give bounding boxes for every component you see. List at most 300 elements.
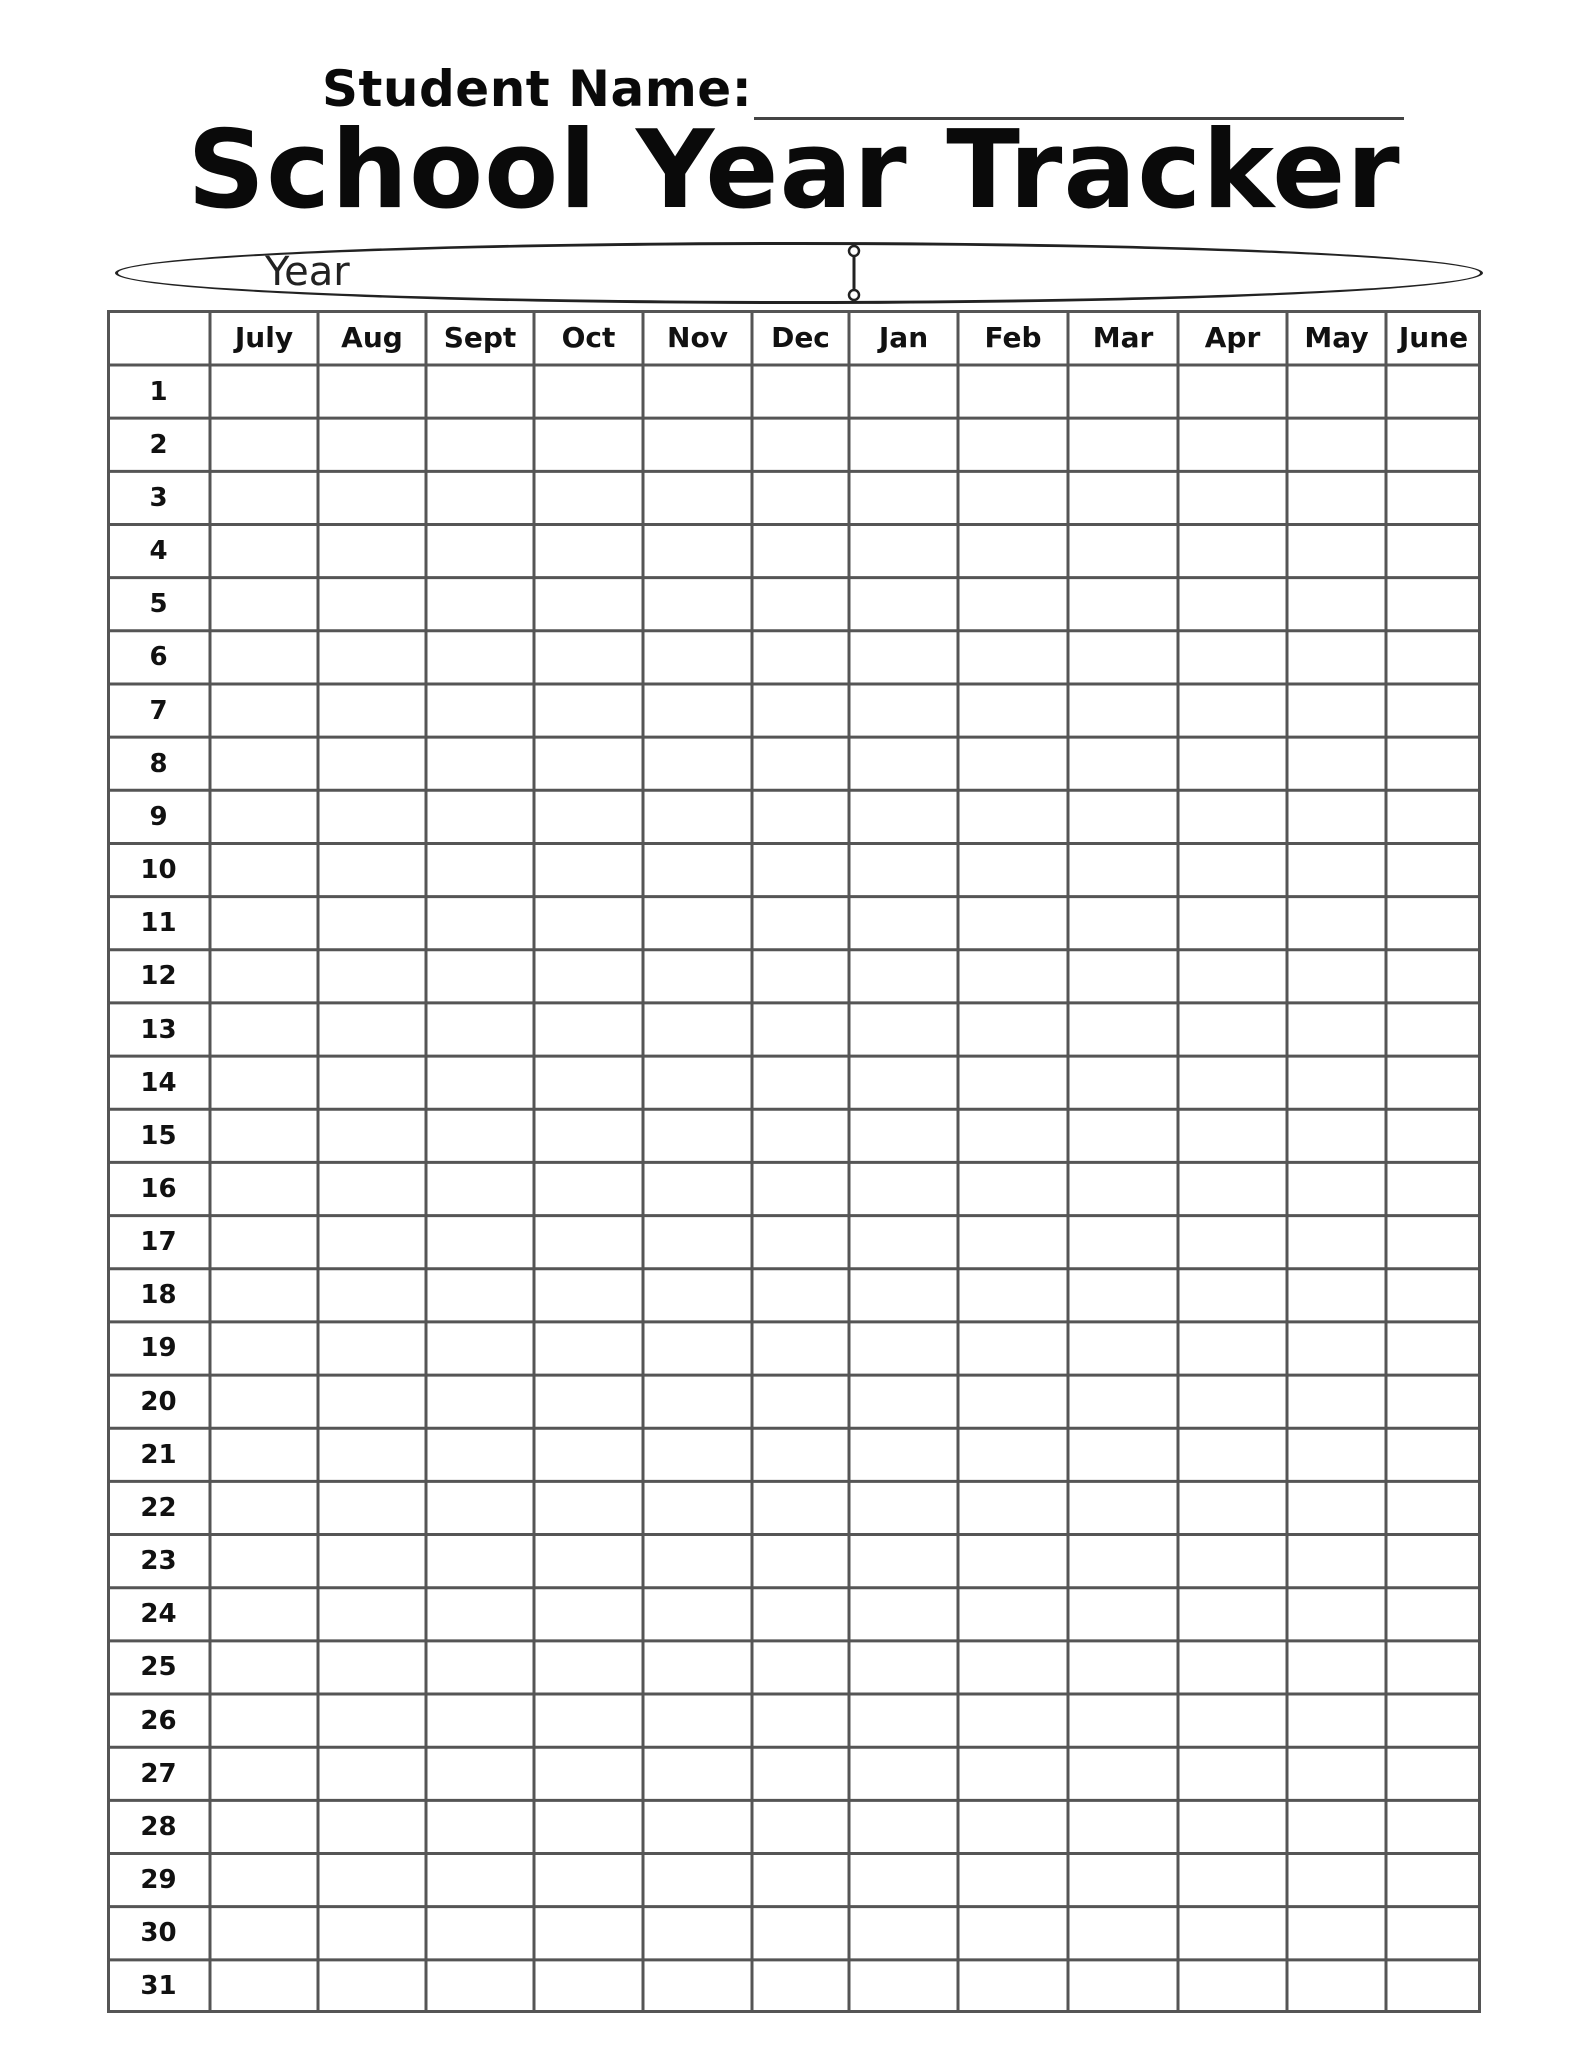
tracker-cell[interactable] (426, 1747, 534, 1800)
tracker-cell[interactable] (1287, 950, 1386, 1003)
tracker-cell[interactable] (752, 578, 849, 631)
tracker-cell[interactable] (643, 578, 752, 631)
tracker-cell[interactable] (1178, 418, 1287, 471)
tracker-cell[interactable] (1068, 1003, 1178, 1056)
tracker-cell[interactable] (1287, 1854, 1386, 1907)
tracker-cell[interactable] (1068, 1162, 1178, 1215)
tracker-cell[interactable] (1386, 1481, 1481, 1534)
tracker-cell[interactable] (1287, 1056, 1386, 1109)
tracker-cell[interactable] (1287, 1641, 1386, 1694)
tracker-cell[interactable] (1178, 1481, 1287, 1534)
tracker-cell[interactable] (534, 524, 643, 577)
tracker-cell[interactable] (534, 471, 643, 524)
tracker-cell[interactable] (958, 1588, 1068, 1641)
tracker-cell[interactable] (958, 790, 1068, 843)
tracker-cell[interactable] (210, 418, 318, 471)
tracker-cell[interactable] (210, 1162, 318, 1215)
tracker-cell[interactable] (1386, 737, 1481, 790)
tracker-cell[interactable] (210, 365, 318, 418)
tracker-cell[interactable] (849, 471, 958, 524)
tracker-cell[interactable] (958, 1216, 1068, 1269)
tracker-cell[interactable] (534, 1375, 643, 1428)
tracker-cell[interactable] (210, 1854, 318, 1907)
tracker-cell[interactable] (643, 1641, 752, 1694)
tracker-cell[interactable] (1386, 631, 1481, 684)
tracker-cell[interactable] (318, 471, 426, 524)
tracker-cell[interactable] (1178, 1109, 1287, 1162)
tracker-cell[interactable] (958, 524, 1068, 577)
tracker-cell[interactable] (1068, 1269, 1178, 1322)
tracker-cell[interactable] (534, 684, 643, 737)
tracker-cell[interactable] (958, 1375, 1068, 1428)
tracker-cell[interactable] (318, 1800, 426, 1853)
tracker-cell[interactable] (958, 1960, 1068, 2013)
tracker-cell[interactable] (1178, 950, 1287, 1003)
tracker-cell[interactable] (752, 1907, 849, 1960)
tracker-cell[interactable] (1068, 1481, 1178, 1534)
tracker-cell[interactable] (1068, 471, 1178, 524)
tracker-cell[interactable] (1386, 1109, 1481, 1162)
tracker-cell[interactable] (1287, 684, 1386, 737)
tracker-cell[interactable] (958, 1535, 1068, 1588)
tracker-cell[interactable] (752, 524, 849, 577)
tracker-cell[interactable] (1178, 1003, 1287, 1056)
tracker-cell[interactable] (849, 950, 958, 1003)
tracker-cell[interactable] (849, 1641, 958, 1694)
tracker-cell[interactable] (1386, 1428, 1481, 1481)
tracker-cell[interactable] (849, 418, 958, 471)
tracker-cell[interactable] (849, 1322, 958, 1375)
tracker-cell[interactable] (958, 471, 1068, 524)
tracker-cell[interactable] (1068, 1960, 1178, 2013)
tracker-cell[interactable] (318, 631, 426, 684)
tracker-cell[interactable] (1287, 790, 1386, 843)
tracker-cell[interactable] (643, 843, 752, 896)
tracker-cell[interactable] (426, 684, 534, 737)
tracker-cell[interactable] (1386, 1588, 1481, 1641)
tracker-cell[interactable] (534, 365, 643, 418)
tracker-cell[interactable] (1178, 684, 1287, 737)
tracker-cell[interactable] (1178, 1216, 1287, 1269)
tracker-cell[interactable] (1386, 790, 1481, 843)
tracker-cell[interactable] (752, 1375, 849, 1428)
tracker-cell[interactable] (1178, 843, 1287, 896)
tracker-cell[interactable] (318, 1003, 426, 1056)
tracker-cell[interactable] (534, 1800, 643, 1853)
tracker-cell[interactable] (752, 1322, 849, 1375)
tracker-cell[interactable] (426, 1269, 534, 1322)
tracker-cell[interactable] (426, 1535, 534, 1588)
tracker-cell[interactable] (534, 950, 643, 1003)
tracker-cell[interactable] (643, 1216, 752, 1269)
tracker-cell[interactable] (1287, 471, 1386, 524)
tracker-cell[interactable] (643, 524, 752, 577)
tracker-cell[interactable] (318, 684, 426, 737)
tracker-cell[interactable] (1287, 1375, 1386, 1428)
tracker-cell[interactable] (1068, 897, 1178, 950)
tracker-cell[interactable] (534, 843, 643, 896)
tracker-cell[interactable] (958, 1322, 1068, 1375)
tracker-cell[interactable] (752, 1641, 849, 1694)
tracker-cell[interactable] (643, 1322, 752, 1375)
tracker-cell[interactable] (849, 1588, 958, 1641)
tracker-cell[interactable] (958, 1907, 1068, 1960)
tracker-cell[interactable] (849, 1694, 958, 1747)
tracker-cell[interactable] (1178, 737, 1287, 790)
tracker-cell[interactable] (958, 418, 1068, 471)
tracker-cell[interactable] (643, 1003, 752, 1056)
tracker-cell[interactable] (1178, 1641, 1287, 1694)
tracker-cell[interactable] (1068, 1056, 1178, 1109)
tracker-cell[interactable] (1068, 1109, 1178, 1162)
tracker-cell[interactable] (534, 1162, 643, 1215)
tracker-cell[interactable] (210, 578, 318, 631)
tracker-cell[interactable] (210, 1747, 318, 1800)
tracker-cell[interactable] (210, 897, 318, 950)
tracker-cell[interactable] (958, 1428, 1068, 1481)
tracker-cell[interactable] (752, 1269, 849, 1322)
tracker-cell[interactable] (752, 365, 849, 418)
tracker-cell[interactable] (1386, 1907, 1481, 1960)
tracker-cell[interactable] (534, 1428, 643, 1481)
tracker-cell[interactable] (1386, 1800, 1481, 1853)
tracker-cell[interactable] (426, 1854, 534, 1907)
tracker-cell[interactable] (210, 684, 318, 737)
tracker-cell[interactable] (1386, 1960, 1481, 2013)
tracker-cell[interactable] (958, 1800, 1068, 1853)
tracker-cell[interactable] (752, 843, 849, 896)
tracker-cell[interactable] (318, 524, 426, 577)
tracker-cell[interactable] (1287, 1588, 1386, 1641)
tracker-cell[interactable] (210, 737, 318, 790)
tracker-cell[interactable] (1178, 1747, 1287, 1800)
tracker-cell[interactable] (318, 1854, 426, 1907)
tracker-cell[interactable] (849, 897, 958, 950)
tracker-cell[interactable] (643, 897, 752, 950)
tracker-cell[interactable] (426, 1375, 534, 1428)
tracker-cell[interactable] (1068, 631, 1178, 684)
tracker-cell[interactable] (1068, 684, 1178, 737)
tracker-cell[interactable] (1386, 1854, 1481, 1907)
tracker-cell[interactable] (1178, 524, 1287, 577)
tracker-cell[interactable] (318, 1269, 426, 1322)
tracker-cell[interactable] (1287, 1162, 1386, 1215)
tracker-cell[interactable] (849, 578, 958, 631)
tracker-cell[interactable] (849, 1800, 958, 1853)
tracker-cell[interactable] (1068, 950, 1178, 1003)
tracker-cell[interactable] (1287, 843, 1386, 896)
tracker-cell[interactable] (752, 897, 849, 950)
tracker-cell[interactable] (849, 790, 958, 843)
tracker-cell[interactable] (534, 1854, 643, 1907)
tracker-cell[interactable] (210, 1800, 318, 1853)
tracker-cell[interactable] (426, 790, 534, 843)
tracker-cell[interactable] (752, 1162, 849, 1215)
tracker-cell[interactable] (1068, 1535, 1178, 1588)
tracker-cell[interactable] (752, 950, 849, 1003)
tracker-cell[interactable] (210, 1960, 318, 2013)
tracker-cell[interactable] (426, 1694, 534, 1747)
tracker-cell[interactable] (752, 1481, 849, 1534)
tracker-cell[interactable] (849, 1428, 958, 1481)
tracker-cell[interactable] (210, 1375, 318, 1428)
tracker-cell[interactable] (318, 843, 426, 896)
tracker-cell[interactable] (318, 1641, 426, 1694)
tracker-cell[interactable] (318, 1481, 426, 1534)
tracker-cell[interactable] (849, 1375, 958, 1428)
tracker-cell[interactable] (426, 1641, 534, 1694)
tracker-cell[interactable] (534, 1003, 643, 1056)
tracker-cell[interactable] (210, 1322, 318, 1375)
tracker-cell[interactable] (426, 1216, 534, 1269)
tracker-cell[interactable] (1287, 897, 1386, 950)
tracker-cell[interactable] (1178, 1694, 1287, 1747)
tracker-cell[interactable] (1178, 471, 1287, 524)
tracker-cell[interactable] (849, 1907, 958, 1960)
tracker-cell[interactable] (426, 365, 534, 418)
tracker-cell[interactable] (318, 578, 426, 631)
tracker-cell[interactable] (643, 684, 752, 737)
tracker-cell[interactable] (318, 1375, 426, 1428)
tracker-cell[interactable] (210, 1056, 318, 1109)
tracker-cell[interactable] (1178, 897, 1287, 950)
tracker-cell[interactable] (1287, 418, 1386, 471)
tracker-cell[interactable] (1068, 524, 1178, 577)
tracker-cell[interactable] (210, 1269, 318, 1322)
tracker-cell[interactable] (318, 1694, 426, 1747)
tracker-cell[interactable] (210, 1216, 318, 1269)
tracker-cell[interactable] (1287, 1800, 1386, 1853)
tracker-cell[interactable] (752, 1109, 849, 1162)
tracker-cell[interactable] (1178, 1854, 1287, 1907)
tracker-cell[interactable] (1178, 1800, 1287, 1853)
tracker-cell[interactable] (643, 1960, 752, 2013)
tracker-cell[interactable] (958, 737, 1068, 790)
tracker-cell[interactable] (534, 1535, 643, 1588)
tracker-cell[interactable] (426, 578, 534, 631)
tracker-cell[interactable] (534, 1216, 643, 1269)
tracker-cell[interactable] (210, 1481, 318, 1534)
tracker-cell[interactable] (958, 1003, 1068, 1056)
tracker-cell[interactable] (849, 631, 958, 684)
tracker-cell[interactable] (849, 1269, 958, 1322)
tracker-cell[interactable] (958, 1109, 1068, 1162)
tracker-cell[interactable] (1386, 365, 1481, 418)
tracker-cell[interactable] (958, 1056, 1068, 1109)
tracker-cell[interactable] (1068, 1747, 1178, 1800)
tracker-cell[interactable] (752, 1003, 849, 1056)
tracker-cell[interactable] (643, 737, 752, 790)
tracker-cell[interactable] (1178, 1588, 1287, 1641)
tracker-cell[interactable] (426, 1960, 534, 2013)
tracker-cell[interactable] (1178, 578, 1287, 631)
tracker-cell[interactable] (210, 790, 318, 843)
tracker-cell[interactable] (849, 1535, 958, 1588)
tracker-cell[interactable] (1287, 1428, 1386, 1481)
tracker-cell[interactable] (318, 365, 426, 418)
tracker-cell[interactable] (534, 1694, 643, 1747)
tracker-cell[interactable] (1386, 1216, 1481, 1269)
tracker-cell[interactable] (958, 1269, 1068, 1322)
tracker-cell[interactable] (318, 1588, 426, 1641)
tracker-cell[interactable] (210, 1694, 318, 1747)
tracker-cell[interactable] (1178, 1375, 1287, 1428)
tracker-cell[interactable] (752, 1747, 849, 1800)
tracker-cell[interactable] (1287, 524, 1386, 577)
tracker-cell[interactable] (534, 1481, 643, 1534)
tracker-cell[interactable] (1386, 418, 1481, 471)
tracker-cell[interactable] (643, 1907, 752, 1960)
tracker-cell[interactable] (643, 1056, 752, 1109)
tracker-cell[interactable] (1287, 1960, 1386, 2013)
tracker-cell[interactable] (849, 1481, 958, 1534)
tracker-cell[interactable] (1178, 1269, 1287, 1322)
tracker-cell[interactable] (318, 1747, 426, 1800)
tracker-cell[interactable] (210, 524, 318, 577)
tracker-cell[interactable] (752, 631, 849, 684)
tracker-cell[interactable] (643, 790, 752, 843)
tracker-cell[interactable] (1178, 365, 1287, 418)
tracker-cell[interactable] (1287, 1216, 1386, 1269)
tracker-cell[interactable] (1068, 1322, 1178, 1375)
tracker-cell[interactable] (318, 1535, 426, 1588)
tracker-cell[interactable] (849, 1747, 958, 1800)
tracker-cell[interactable] (1178, 1322, 1287, 1375)
tracker-cell[interactable] (752, 684, 849, 737)
tracker-cell[interactable] (426, 1162, 534, 1215)
tracker-cell[interactable] (958, 578, 1068, 631)
tracker-cell[interactable] (1068, 1854, 1178, 1907)
tracker-cell[interactable] (1178, 1056, 1287, 1109)
tracker-cell[interactable] (643, 1375, 752, 1428)
tracker-cell[interactable] (1386, 1162, 1481, 1215)
tracker-cell[interactable] (643, 1854, 752, 1907)
tracker-cell[interactable] (1068, 737, 1178, 790)
tracker-cell[interactable] (643, 1535, 752, 1588)
tracker-cell[interactable] (752, 1854, 849, 1907)
tracker-cell[interactable] (1178, 1162, 1287, 1215)
tracker-cell[interactable] (318, 1162, 426, 1215)
tracker-cell[interactable] (643, 1588, 752, 1641)
tracker-cell[interactable] (849, 1109, 958, 1162)
tracker-cell[interactable] (426, 1322, 534, 1375)
tracker-cell[interactable] (752, 1800, 849, 1853)
tracker-cell[interactable] (426, 1588, 534, 1641)
tracker-cell[interactable] (1287, 1109, 1386, 1162)
tracker-cell[interactable] (958, 631, 1068, 684)
tracker-cell[interactable] (426, 1428, 534, 1481)
tracker-cell[interactable] (210, 1907, 318, 1960)
tracker-cell[interactable] (1386, 578, 1481, 631)
tracker-cell[interactable] (643, 631, 752, 684)
tracker-cell[interactable] (1178, 631, 1287, 684)
tracker-cell[interactable] (318, 1109, 426, 1162)
tracker-cell[interactable] (643, 471, 752, 524)
tracker-cell[interactable] (318, 1428, 426, 1481)
tracker-cell[interactable] (534, 1960, 643, 2013)
tracker-cell[interactable] (1068, 418, 1178, 471)
tracker-cell[interactable] (958, 1641, 1068, 1694)
tracker-cell[interactable] (210, 631, 318, 684)
tracker-cell[interactable] (958, 684, 1068, 737)
tracker-cell[interactable] (849, 1003, 958, 1056)
tracker-cell[interactable] (1068, 790, 1178, 843)
tracker-cell[interactable] (1287, 1747, 1386, 1800)
tracker-cell[interactable] (643, 1269, 752, 1322)
tracker-cell[interactable] (318, 950, 426, 1003)
tracker-cell[interactable] (1386, 1535, 1481, 1588)
tracker-cell[interactable] (643, 1694, 752, 1747)
tracker-cell[interactable] (534, 631, 643, 684)
tracker-cell[interactable] (1386, 897, 1481, 950)
tracker-cell[interactable] (210, 950, 318, 1003)
tracker-cell[interactable] (1178, 790, 1287, 843)
tracker-cell[interactable] (534, 1907, 643, 1960)
tracker-cell[interactable] (643, 418, 752, 471)
tracker-cell[interactable] (1287, 578, 1386, 631)
tracker-cell[interactable] (752, 1216, 849, 1269)
tracker-cell[interactable] (1068, 1375, 1178, 1428)
tracker-cell[interactable] (318, 1056, 426, 1109)
tracker-cell[interactable] (1287, 631, 1386, 684)
tracker-cell[interactable] (643, 1109, 752, 1162)
tracker-cell[interactable] (643, 950, 752, 1003)
tracker-cell[interactable] (534, 1322, 643, 1375)
tracker-cell[interactable] (1386, 524, 1481, 577)
tracker-cell[interactable] (643, 1428, 752, 1481)
tracker-cell[interactable] (643, 1747, 752, 1800)
tracker-cell[interactable] (849, 1854, 958, 1907)
tracker-cell[interactable] (318, 1907, 426, 1960)
tracker-cell[interactable] (849, 1216, 958, 1269)
tracker-cell[interactable] (534, 790, 643, 843)
tracker-cell[interactable] (210, 1003, 318, 1056)
tracker-cell[interactable] (1068, 1641, 1178, 1694)
tracker-cell[interactable] (426, 1109, 534, 1162)
tracker-cell[interactable] (534, 1588, 643, 1641)
tracker-cell[interactable] (210, 1535, 318, 1588)
tracker-cell[interactable] (318, 1216, 426, 1269)
tracker-cell[interactable] (1178, 1428, 1287, 1481)
tracker-cell[interactable] (752, 737, 849, 790)
tracker-cell[interactable] (534, 1747, 643, 1800)
tracker-cell[interactable] (752, 471, 849, 524)
tracker-cell[interactable] (849, 365, 958, 418)
tracker-cell[interactable] (426, 1056, 534, 1109)
tracker-cell[interactable] (1386, 471, 1481, 524)
tracker-cell[interactable] (210, 1588, 318, 1641)
tracker-cell[interactable] (426, 418, 534, 471)
tracker-cell[interactable] (534, 1641, 643, 1694)
tracker-cell[interactable] (426, 1907, 534, 1960)
tracker-cell[interactable] (849, 1960, 958, 2013)
tracker-cell[interactable] (643, 1162, 752, 1215)
tracker-cell[interactable] (1386, 1269, 1481, 1322)
tracker-cell[interactable] (1287, 1694, 1386, 1747)
tracker-cell[interactable] (1178, 1535, 1287, 1588)
tracker-cell[interactable] (1386, 1056, 1481, 1109)
tracker-cell[interactable] (1386, 950, 1481, 1003)
tracker-cell[interactable] (1287, 1907, 1386, 1960)
tracker-cell[interactable] (958, 843, 1068, 896)
tracker-cell[interactable] (958, 365, 1068, 418)
tracker-cell[interactable] (643, 1800, 752, 1853)
tracker-cell[interactable] (210, 843, 318, 896)
tracker-cell[interactable] (1068, 1694, 1178, 1747)
tracker-cell[interactable] (426, 524, 534, 577)
tracker-cell[interactable] (318, 1960, 426, 2013)
tracker-cell[interactable] (534, 1109, 643, 1162)
